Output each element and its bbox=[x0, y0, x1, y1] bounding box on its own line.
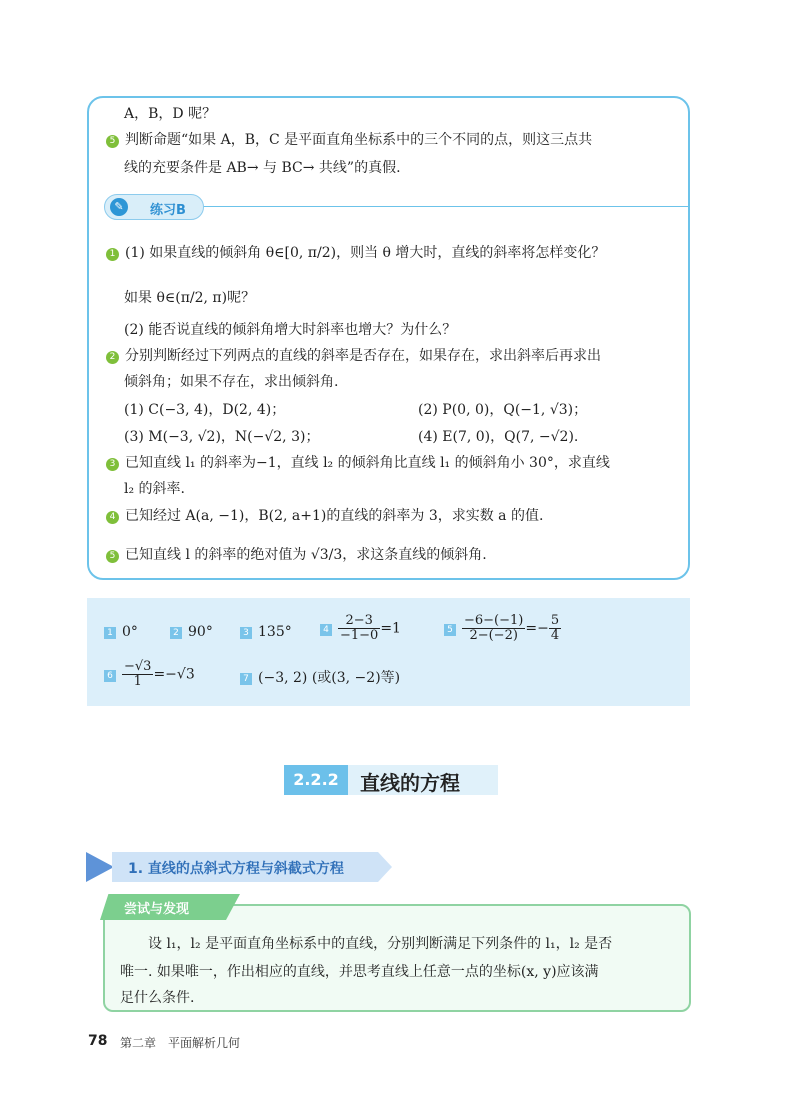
text-line: l₂ 的斜率. bbox=[124, 481, 185, 497]
answer-number: 2 bbox=[170, 627, 182, 639]
question-5: 5 已知直线 l 的斜率的绝对值为 √3/3，求这条直线的倾斜角. bbox=[106, 545, 487, 565]
question-3: 3 已知直线 l₁ 的斜率为−1，直线 l₂ 的倾斜角比直线 l₁ 的倾斜角小 30°，求直线 bbox=[106, 453, 610, 473]
question-1: 1 (1) 如果直线的倾斜角 θ∈[0, π/2)，则当 θ 增大时，直线的斜率将怎样变化？ bbox=[106, 243, 605, 263]
answer-number: 1 bbox=[104, 627, 116, 639]
exercise-item-5: 5 判断命题“如果 A，B，C 是平面直角坐标系中的三个不同的点，则这三点共 bbox=[106, 130, 592, 150]
answer-3: 3 135° bbox=[240, 622, 292, 642]
fraction: $\frac{-√3}{1}$ bbox=[124, 659, 152, 689]
bullet-icon: 1 bbox=[106, 248, 119, 261]
arrow-icon bbox=[86, 852, 114, 882]
section-title: 直线的方程 bbox=[360, 771, 460, 795]
text-line: 设 l₁，l₂ 是平面直角坐标系中的直线，分别判断满足下列条件的 l₁，l₂ 是否 bbox=[148, 936, 613, 952]
chapter-label: 第二章 平面解析几何 bbox=[120, 1036, 241, 1050]
bullet-icon: 5 bbox=[106, 135, 119, 148]
text-line: A，B，D 呢？ bbox=[124, 106, 217, 122]
answer-number: 6 bbox=[104, 670, 116, 682]
answer-number: 3 bbox=[240, 627, 252, 639]
bullet-icon: 2 bbox=[106, 351, 119, 364]
answer-4: 4 $\frac{2-3}{-1-0}$ =1 bbox=[320, 614, 401, 643]
text-line: 如果 θ∈(π/2, π)呢？ bbox=[124, 290, 256, 306]
section-divider bbox=[175, 206, 688, 207]
exercise-b-label: 练习B bbox=[150, 203, 186, 218]
pencil-icon: ✎ bbox=[110, 198, 128, 216]
page-number: 78 bbox=[88, 1033, 108, 1049]
answer-5: 5 $\frac{-6-(-1)}{2-(-2)}$ =− $\frac{5}{4}$ bbox=[444, 614, 561, 643]
answer-6: 6 $\frac{-√3}{1}$ =−√3 bbox=[104, 660, 195, 689]
sub-question: (3) M(−3, √2)，N(−√2, 3)； bbox=[124, 429, 320, 445]
text-line: 线的充要条件是 AB→ 与 BC→ 共线”的真假. bbox=[124, 160, 401, 176]
sub-question: (2) P(0, 0)，Q(−1, √3)； bbox=[418, 402, 588, 418]
bullet-icon: 5 bbox=[106, 550, 119, 563]
fraction: $\frac{2-3}{-1-0}$ bbox=[340, 613, 379, 643]
bullet-icon: 4 bbox=[106, 511, 119, 524]
bullet-icon: 3 bbox=[106, 458, 119, 471]
text-line: 唯一. 如果唯一，作出相应的直线，并思考直线上任意一点的坐标(x, y)应该满 bbox=[120, 964, 599, 980]
fraction: $\frac{-6-(-1)}{2-(-2)}$ bbox=[464, 613, 524, 643]
question-4: 4 已知经过 A(a, −1)，B(2, a+1)的直线的斜率为 3，求实数 a 的值. bbox=[106, 506, 543, 526]
answer-7: 7 (−3, 2) (或(3, −2)等) bbox=[240, 668, 400, 688]
answer-number: 7 bbox=[240, 673, 252, 685]
answer-number: 5 bbox=[444, 624, 456, 636]
section-number: 2.2.2 bbox=[284, 765, 348, 795]
fraction: $\frac{5}{4}$ bbox=[550, 613, 560, 643]
sub-question: (1) C(−3, 4)，D(2, 4)； bbox=[124, 402, 286, 418]
text-line: 足什么条件. bbox=[120, 990, 195, 1006]
subsection-title: 1. 直线的点斜式方程与斜截式方程 bbox=[128, 861, 344, 877]
answer-2: 2 90° bbox=[170, 622, 213, 642]
sub-question: (4) E(7, 0)，Q(7, −√2). bbox=[418, 429, 579, 445]
text-line: (2) 能否说直线的倾斜角增大时斜率也增大？为什么？ bbox=[124, 322, 457, 338]
text-line: 倾斜角；如果不存在，求出倾斜角. bbox=[124, 374, 339, 390]
answer-number: 4 bbox=[320, 624, 332, 636]
try-tag-label: 尝试与发现 bbox=[124, 902, 190, 917]
question-2: 2 分别判断经过下列两点的直线的斜率是否存在，如果存在，求出斜率后再求出 bbox=[106, 346, 601, 366]
answer-1: 1 0° bbox=[104, 622, 138, 642]
